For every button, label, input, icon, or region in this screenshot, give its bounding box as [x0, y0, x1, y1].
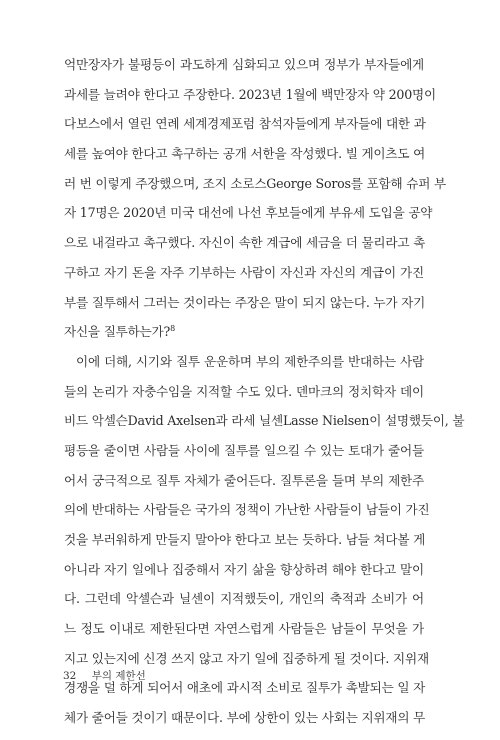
text-line: 지고 있는지에 신경 쓰지 않고 자기 일에 집중하게 될 것이다. 지위재 [64, 650, 429, 666]
page-footer [63, 668, 146, 683]
text-line: 자 17명은 2020년 미국 대선에 나선 후보들에게 부유세 도입을 공약 [64, 205, 433, 221]
text-line: 다. 그런데 악셀슨과 닐센이 지적했듯이, 개인의 축적과 소비가 어 [64, 591, 424, 607]
text-line [64, 317, 424, 347]
text-line-content: 자신을 질투하는가? [64, 324, 171, 340]
text-line: 어서 궁극적으로 질투 자체가 줄어든다. 질투론을 들며 부의 제한주 [64, 472, 424, 488]
text-line: 들의 논리가 자충수임을 지적할 수도 있다. 덴마크의 정치학자 데이 [64, 383, 424, 399]
text-line: 비드 악셀슨David Axelsen과 라세 닐센Lasse Nielsen이 설명했듯이, 불 [64, 413, 465, 429]
text-line: 다보스에서 열린 연례 세계경제포럼 참석자들에게 부자들에 대한 과 [64, 116, 426, 132]
text-line: 이에 더해, 시기와 질투 운운하며 부의 제한주의를 반대하는 사람 [76, 353, 424, 369]
paragraph-1 [64, 50, 446, 347]
text-line: 세를 높여야 한다고 촉구하는 공개 서한을 작성했다. 빌 게이츠도 여 [64, 146, 426, 162]
text-line: 으로 내걸라고 촉구했다. 자신이 속한 계급에 세금을 더 물리라고 촉 [64, 235, 426, 251]
text-line: 경쟁을 덜 하게 되어서 애초에 과시적 소비로 질투가 촉발되는 일 자 [64, 680, 426, 696]
footnote-mark: 8 [170, 324, 175, 334]
page-number: 32 [63, 670, 77, 682]
text-line: 억만장자가 불평등이 과도하게 심화되고 있으며 정부가 부자들에게 [64, 57, 424, 72]
text-line: 러 번 이렇게 주장했으며, 조지 소로스George Soros를 포함해 슈퍼 부 [64, 175, 446, 191]
text-line: 부를 질투해서 그러는 것이라는 주장은 말이 되지 않는다. 누가 자기 [64, 294, 426, 310]
text-line: 아니라 자기 일에나 집중해서 자기 삶을 향상하려 해야 한다고 말이 [64, 561, 424, 577]
body-text [64, 50, 465, 733]
text-line: 느 정도 이내로 제한된다면 자연스럽게 사람들은 남들이 무엇을 가 [64, 621, 424, 637]
text-line: 체가 줄어들 것이기 때문이다. 부에 상한이 있는 사회는 지위재의 무 [64, 710, 426, 726]
text-line: 평등을 줄이면 사람들 사이에 질투를 일으킬 수 있는 토대가 줄어들 [64, 442, 424, 458]
text-line: 것을 부러워하게 만들지 말아야 한다고 보는 듯하다. 남들 쳐다볼 게 [64, 532, 426, 547]
text-line: 구하고 자기 돈을 자주 기부하는 사람이 자신과 자신의 계급이 가진 [64, 264, 424, 280]
text-line: 과세를 늘려야 한다고 주장한다. 2023년 1월에 백만장자 약 200명이 [64, 86, 436, 102]
running-title: 부의 제한선 [91, 670, 146, 682]
text-line: 의에 반대하는 사람들은 국가의 정책이 가난한 사람들이 남들이 가진 [64, 502, 430, 518]
